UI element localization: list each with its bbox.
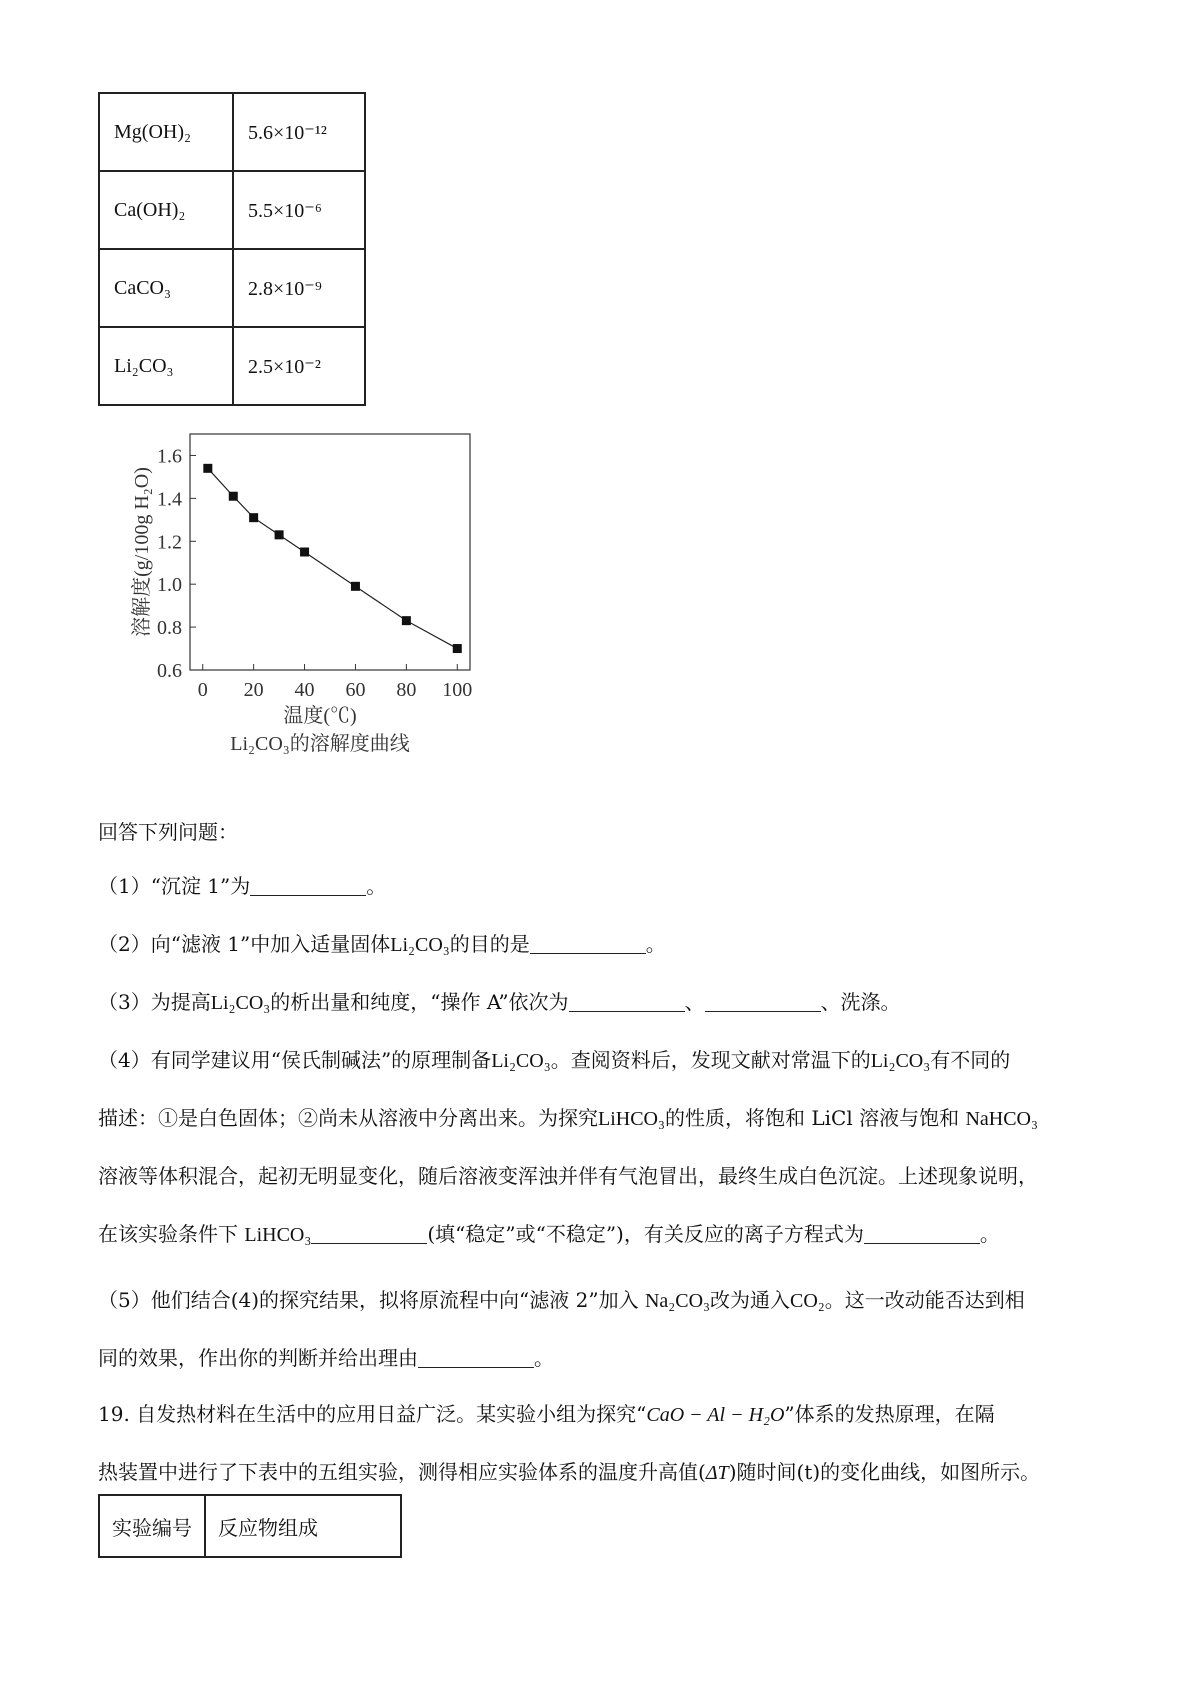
question-3 xyxy=(98,988,901,1017)
q3-end: 、洗涤。 xyxy=(820,990,901,1014)
experiment-table xyxy=(98,1494,402,1558)
question-5-line-1 xyxy=(98,1286,1025,1315)
answer-blank xyxy=(569,991,685,1012)
y-tick-label: 1.2 xyxy=(157,531,182,554)
q1-text: （1）“沉淀 1”为 xyxy=(98,874,251,898)
table-header-row xyxy=(99,1495,401,1557)
question-4-line-1 xyxy=(98,1046,1010,1075)
data-point xyxy=(300,548,309,557)
chem-formula: Li₂CO₃ xyxy=(491,1050,551,1072)
plot-frame xyxy=(190,434,470,670)
x-tick-label: 100 xyxy=(442,679,473,701)
chem-formula: Na₂CO₃ xyxy=(644,1290,711,1312)
y-axis-label: 溶解度(g/100g H₂O) xyxy=(131,467,153,637)
q19-text: )随时间(t)的变化曲线，如图所示。 xyxy=(728,1460,1041,1484)
y-tick-label: 0.8 xyxy=(157,617,182,640)
compound-cell: Ca(OH)₂ xyxy=(99,171,233,249)
q19-text: ”体系的发热原理，在隔 xyxy=(784,1402,995,1426)
q4-text: 有不同的 xyxy=(930,1048,1011,1072)
question-2 xyxy=(98,930,666,959)
q5-text: （5）他们结合(4)的探究结果，拟将原流程中向“滤液 2”加入 xyxy=(98,1288,645,1312)
y-tick-label: 1.4 xyxy=(157,488,182,511)
question-4-line-2 xyxy=(98,1104,1038,1133)
answer-blank xyxy=(418,1347,534,1368)
q4-text: （4）有同学建议用“侯氏制碱法”的原理制备 xyxy=(98,1048,492,1072)
table-row xyxy=(99,171,365,249)
data-point xyxy=(275,530,284,539)
q3-text: （3）为提高 xyxy=(98,990,211,1014)
chem-formula: LiHCO₃ xyxy=(598,1108,665,1130)
question-4-line-3: 溶液等体积混合，起初无明显变化，随后溶液变浑浊并伴有气泡冒出，最终生成白色沉淀。上述现象说明， xyxy=(98,1164,1038,1188)
q3-sep: 、 xyxy=(684,990,705,1014)
answer-blank xyxy=(864,1223,980,1244)
data-point xyxy=(249,513,258,522)
question-19-line-1 xyxy=(98,1400,995,1429)
question-19-line-2 xyxy=(98,1458,1040,1487)
data-point xyxy=(351,582,360,591)
chem-formula: LiHCO₃ xyxy=(244,1224,312,1246)
x-tick-label: 80 xyxy=(396,679,417,701)
q4-text: 。查阅资料后，发现文献对常温下的 xyxy=(550,1048,871,1072)
question-5-line-2 xyxy=(98,1344,554,1372)
data-point xyxy=(203,464,212,473)
compound-cell: Li₂CO₃ xyxy=(99,327,233,405)
q2-text: （2）向“滤液 1”中加入适量固体 xyxy=(98,932,391,956)
q1-end: 。 xyxy=(366,874,387,898)
table-row xyxy=(99,249,365,327)
ksp-value-cell: 2.5×10⁻² xyxy=(233,327,365,405)
x-tick-label: 60 xyxy=(345,679,366,701)
q19-text: 热装置中进行了下表中的五组实验，测得相应实验体系的温度升高值( xyxy=(98,1460,706,1484)
ksp-value-cell: 5.6×10⁻¹² xyxy=(233,93,365,171)
chem-formula: Li₂CO₃ xyxy=(390,934,450,956)
compound-cell: CaCO₃ xyxy=(99,249,233,327)
q4-text: 在该实验条件下 xyxy=(98,1222,245,1246)
period: 。 xyxy=(645,932,666,956)
chem-formula: CO₂ xyxy=(790,1290,825,1312)
y-tick-label: 1.0 xyxy=(157,574,182,597)
x-tick-label: 40 xyxy=(294,679,315,701)
y-tick-label: 0.6 xyxy=(157,660,182,682)
series-line xyxy=(208,468,457,648)
q4-text: (填“稳定”或“不稳定”)，有关反应的离子方程式为 xyxy=(427,1222,864,1246)
chart-caption: Li₂CO₃的溶解度曲线 xyxy=(230,733,410,755)
chem-formula: NaHCO₃ xyxy=(965,1108,1038,1130)
x-axis-label: 温度(℃) xyxy=(283,705,357,727)
ksp-value-cell: 2.8×10⁻⁹ xyxy=(233,249,365,327)
chem-formula: Li₂CO₃ xyxy=(870,1050,931,1072)
solubility-chart xyxy=(110,430,490,760)
q3-mid: 的析出量和纯度，“操作 A”依次为 xyxy=(270,990,569,1014)
data-point xyxy=(453,644,462,653)
y-tick-label: 1.6 xyxy=(157,445,182,468)
q5-text: 改为通入 xyxy=(710,1288,791,1312)
q5-text: 同的效果，作出你的判断并给出理由 xyxy=(98,1346,418,1370)
ksp-table xyxy=(98,92,366,406)
question-1 xyxy=(98,872,386,900)
table-row xyxy=(99,327,365,405)
question-4-line-4 xyxy=(98,1220,1000,1249)
answer-blank xyxy=(530,933,646,954)
q2-end: 的目的是 xyxy=(449,932,530,956)
answer-blank xyxy=(705,991,821,1012)
q5-text: 。这一改动能否达到相 xyxy=(824,1288,1025,1312)
period: 。 xyxy=(979,1222,1000,1246)
data-point xyxy=(402,616,411,625)
table-header-cell: 实验编号 xyxy=(99,1495,205,1557)
compound-cell: Mg(OH)₂ xyxy=(99,93,233,171)
q19-text: 19. 自发热材料在生活中的应用日益广泛。某实验小组为探究“ xyxy=(98,1402,647,1426)
x-tick-label: 20 xyxy=(243,679,264,701)
data-point xyxy=(229,492,238,501)
chem-formula: Li₂CO₃ xyxy=(210,992,271,1014)
q4-text: 描述：①是白色固体；②尚未从溶液中分离出来。为探究 xyxy=(98,1106,598,1130)
intro-text: 回答下列问题： xyxy=(98,820,238,844)
delta-t-symbol: ΔT xyxy=(705,1462,729,1484)
q4-text: 的性质，将饱和 LiCl 溶液与饱和 xyxy=(664,1106,966,1130)
answer-blank xyxy=(250,875,366,896)
x-tick-label: 0 xyxy=(197,679,208,701)
table-header-cell: 反应物组成 xyxy=(205,1495,401,1557)
table-row xyxy=(99,93,365,171)
chem-formula: CaO − Al − H₂O xyxy=(646,1404,785,1426)
ksp-value-cell: 5.5×10⁻⁶ xyxy=(233,171,365,249)
period: 。 xyxy=(534,1346,554,1370)
answer-blank xyxy=(311,1223,427,1244)
